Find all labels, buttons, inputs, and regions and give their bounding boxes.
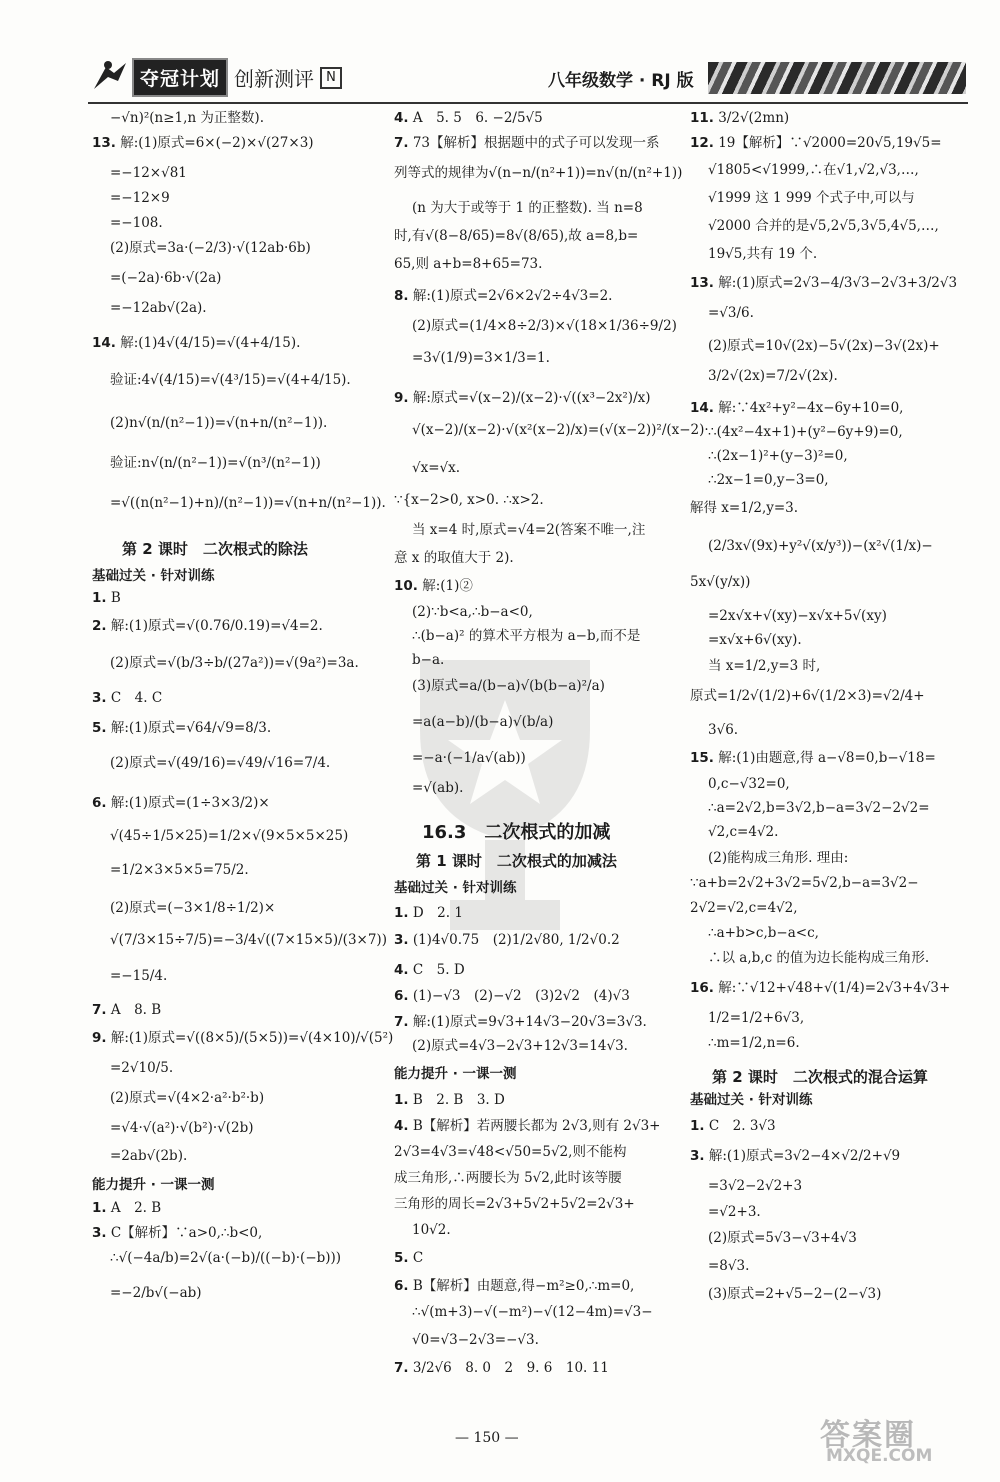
- logo-subtitle: 创新测评: [234, 67, 315, 91]
- answer-line: =2ab√(2b).: [110, 1148, 188, 1164]
- answer-line: b−a.: [412, 652, 445, 668]
- header-stripes: [708, 62, 966, 94]
- answer-line: =2x√x+√(xy)−x√x+5√(xy): [708, 608, 887, 624]
- answer-line: 9. 解:原式=√(x−2)/(x−2)·√((x³−2x²)/x): [394, 390, 651, 406]
- answer-line: 基础过关 · 针对训练: [92, 568, 215, 584]
- answer-line: ∴(4x²−4x+1)+(y²−6y+9)=0,: [708, 424, 903, 440]
- answer-line: =√4·√(a²)·√(b²)·√(2b): [110, 1120, 254, 1136]
- answer-line: 验证:n√(n/(n²−1))=√(n³/(n²−1)): [110, 455, 321, 471]
- answer-line: =3√2−2√2+3: [708, 1178, 803, 1194]
- answer-line: 第 1 课时 二次根式的加减法: [416, 852, 617, 870]
- answer-line: 14. 解:∵4x²+y²−4x−6y+10=0,: [690, 400, 904, 416]
- answer-line: √2000 合并的是√5,2√5,3√5,4√5,…,: [708, 218, 939, 234]
- answer-line: 能力提升 · 一课一测: [92, 1177, 215, 1193]
- answer-line: =a(a−b)/(b−a)√(b/a): [412, 714, 554, 730]
- answer-line: (2)原式=4√3−2√3+12√3=14√3.: [412, 1038, 628, 1054]
- answer-line: 65,则 a+b=8+65=73.: [394, 256, 543, 272]
- answer-line: 16. 解:∵√12+√48+√(1/4)=2√3+4√3+: [690, 980, 951, 996]
- answer-line: 3. C 4. C: [92, 690, 163, 706]
- answer-line: 5. C: [394, 1250, 424, 1266]
- answer-line: (2)n√(n/(n²−1))=√(n+n/(n²−1)).: [110, 415, 328, 431]
- answer-line: 1. D 2. 1: [394, 905, 463, 921]
- watermark-url: MXQE.COM: [826, 1446, 933, 1466]
- answer-line: √2,c=4√2.: [708, 824, 779, 840]
- answer-line: =√2+3.: [708, 1204, 761, 1220]
- answer-line: (2/3x√(9x)+y²√(x/y³))−(x²√(1/x)−: [708, 538, 933, 554]
- answer-line: 10√2.: [412, 1222, 451, 1238]
- watermark-logo: 答案圈: [820, 1418, 916, 1453]
- answer-line: √1999 这 1 999 个式子中,可以与: [708, 190, 915, 206]
- brand-logo: [88, 58, 342, 97]
- answer-line: √1805<√1999,∴在√1,√2,√3,…,: [708, 162, 919, 178]
- answer-line: (3)原式=2+√5−2−(2−√3): [708, 1286, 882, 1302]
- answer-line: √(45÷1/5×25)=1/2×√(9×5×5×25): [110, 828, 349, 844]
- answer-line: 6. B【解析】由题意,得−m²≥0,∴m=0,: [394, 1278, 635, 1294]
- answer-line: 1/2=1/2+6√3,: [708, 1010, 805, 1026]
- answer-line: 5x√(y/x)): [690, 574, 751, 590]
- answer-line: 6. (1)−√3 (2)−√2 (3)2√2 (4)√3: [394, 988, 630, 1004]
- answer-line: √(x−2)/(x−2)·√(x²(x−2)/x)=(√(x−2))²/(x−2)·: [412, 422, 709, 438]
- answer-line: 3. 解:(1)原式=3√2−4×√2/2+√9: [690, 1148, 901, 1164]
- answer-line: 6. 解:(1)原式=(1÷3×3/2)×: [92, 795, 270, 811]
- answer-line: (2)原式=√(b/3÷b/(27a²))=√(9a²)=3a.: [110, 655, 359, 671]
- header-rule: [88, 102, 968, 104]
- answer-line: (2)原式=(1/4×8÷2/3)×√(18×1/36÷9/2): [412, 318, 677, 334]
- answer-line: 2√3=4√3=√48<√50=5√2,则不能构: [394, 1144, 627, 1160]
- answer-line: ∴m=1/2,n=6.: [708, 1035, 800, 1051]
- answer-line: =−108.: [110, 215, 163, 231]
- answer-line: √0=√3−2√3=−√3.: [412, 1332, 539, 1348]
- answer-line: 8. 解:(1)原式=2√6×2√2÷4√3=2.: [394, 288, 613, 304]
- answer-line: 7. 解:(1)原式=9√3+14√3−20√3=3√3.: [394, 1014, 647, 1030]
- logo-badge: N: [320, 67, 342, 89]
- answer-line: =3√(1/9)=3×1/3=1.: [412, 350, 550, 366]
- answer-line: 基础过关 · 针对训练: [394, 880, 517, 896]
- answer-line: 当 x=1/2,y=3 时,: [708, 658, 821, 674]
- answer-line: 列等式的规律为√(n−n/(n²+1))=n√(n/(n²+1)): [394, 165, 683, 181]
- answer-line: ∵{x−2>0, x>0. ∴x>2.: [394, 492, 544, 508]
- answer-line: =−15/4.: [110, 968, 168, 984]
- answer-line: ∵a+b=2√2+3√2=5√2,b−a=3√2−: [690, 875, 919, 891]
- page-number: — 150 —: [455, 1430, 519, 1446]
- answer-line: =−12×√81: [110, 165, 187, 181]
- answer-line: 4. B【解析】若两腰长都为 2√3,则有 2√3+: [394, 1118, 661, 1134]
- answer-line: (2)原式=√(49/16)=√49/√16=7/4.: [110, 755, 331, 771]
- answer-line: 7. 73【解析】根据题中的式子可以发现一系: [394, 135, 660, 151]
- answer-line: 9. 解:(1)原式=√((8×5)/(5×5))=√(4×10)/√(5²): [92, 1030, 394, 1046]
- answer-line: 3. C【解析】∵a>0,∴b<0,: [92, 1225, 263, 1241]
- answer-line: ∴2x−1=0,y−3=0,: [708, 472, 829, 488]
- answer-line: 1. A 2. B: [92, 1200, 162, 1216]
- trophy-runner-icon: [88, 59, 132, 97]
- answer-line: 19√5,共有 19 个.: [708, 246, 818, 262]
- answer-line: ∴(2x−1)²+(y−3)²=0,: [708, 448, 848, 464]
- answer-line: 当 x=4 时,原式=√4=2(答案不唯一,注: [412, 522, 646, 538]
- answer-line: 三角形的周长=2√3+5√2+5√2=2√3+: [394, 1196, 635, 1212]
- answer-line: 15. 解:(1)由题意,得 a−√8=0,b−√18=: [690, 750, 936, 766]
- answer-line: 3. (1)4√0.75 (2)1/2√80, 1/2√0.2: [394, 932, 620, 948]
- answer-line: 2√2=√2,c=4√2,: [690, 900, 798, 916]
- answer-line: =−12ab√(2a).: [110, 300, 207, 316]
- answer-line: =1/2×3×5×5=75/2.: [110, 862, 249, 878]
- answer-line: (2)能构成三角形. 理由:: [708, 850, 849, 866]
- answer-line: =−a·(−1/a√(ab)): [412, 750, 526, 766]
- answer-line: 原式=1/2√(1/2)+6√(1/2×3)=√2/4+: [690, 688, 925, 704]
- answer-line: =√((n(n²−1)+n)/(n²−1))=√(n+n/(n²−1)).: [110, 495, 386, 511]
- answer-line: 7. A 8. B: [92, 1002, 162, 1018]
- answer-line: (3)原式=a/(b−a)√(b(b−a)²/a): [412, 678, 605, 694]
- answer-line: ∴a+b>c,b−a<c,: [708, 925, 819, 941]
- answer-line: ∴(b−a)² 的算术平方根为 a−b,而不是: [412, 628, 641, 644]
- answer-line: (2)原式=(−3×1/8÷1/2)×: [110, 900, 276, 916]
- answer-line: 3/2√(2x)=7/2√(2x).: [708, 368, 838, 384]
- answer-line: 基础过关 · 针对训练: [690, 1092, 813, 1108]
- answer-line: (2)原式=3a·(−2/3)·√(12ab·6b): [110, 240, 311, 256]
- answer-line: =8√3.: [708, 1258, 750, 1274]
- answer-line: 能力提升 · 一课一测: [394, 1066, 517, 1082]
- answer-line: 1. B 2. B 3. D: [394, 1092, 505, 1108]
- answer-line: (2)原式=√(4×2·a²·b²·b): [110, 1090, 265, 1106]
- answer-line: √x=√x.: [412, 460, 461, 476]
- answer-line: 13. 解:(1)原式=2√3−4/3√3−2√3+3/2√3: [690, 275, 958, 291]
- answer-line: 10. 解:(1)②: [394, 578, 473, 594]
- answer-line: (2)原式=5√3−√3+4√3: [708, 1230, 857, 1246]
- answer-line: 0,c−√32=0,: [708, 776, 790, 792]
- answer-line: =−12×9: [110, 190, 170, 206]
- logo-title: 夺冠计划: [132, 58, 228, 97]
- answer-line: (2)∵b<a,∴b−a<0,: [412, 604, 533, 620]
- answer-line: 7. 3/2√6 8. 0 2 9. 6 10. 11: [394, 1360, 609, 1376]
- answer-line: 13. 解:(1)原式=6×(−2)×√(27×3): [92, 135, 314, 151]
- answer-line: 5. 解:(1)原式=√64/√9=8/3.: [92, 720, 272, 736]
- answer-line: =x√x+6√(xy).: [708, 632, 802, 648]
- answer-line: =2√10/5.: [110, 1060, 174, 1076]
- answer-line: 3√6.: [708, 722, 739, 738]
- answer-line: −√n)²(n≥1,n 为正整数).: [110, 110, 264, 126]
- answer-line: 第 2 课时 二次根式的混合运算: [712, 1068, 928, 1086]
- answer-line: ∴√(−4a/b)=2√(a·(−b)/((−b)·(−b))): [110, 1250, 342, 1266]
- answer-line: 14. 解:(1)4√(4/15)=√(4+4/15).: [92, 335, 301, 351]
- answer-line: =(−2a)·6b·√(2a): [110, 270, 222, 286]
- answer-line: (n 为大于或等于 1 的正整数). 当 n=8: [412, 200, 643, 216]
- answer-line: 1. B: [92, 590, 121, 606]
- answer-line: ∴√(m+3)−√(−m²)−√(12−4m)=√3−: [412, 1304, 653, 1320]
- answer-line: 解得 x=1/2,y=3.: [690, 500, 799, 516]
- answer-line: 2. 解:(1)原式=√(0.76/0.19)=√4=2.: [92, 618, 323, 634]
- answer-line: 意 x 的取值大于 2).: [394, 550, 514, 566]
- answer-line: 1. C 2. 3√3: [690, 1118, 776, 1134]
- answer-line: 4. A 5. 5 6. −2/5√5: [394, 110, 543, 126]
- answer-line: 16.3 二次根式的加减: [422, 822, 611, 843]
- answer-line: 12. 19【解析】∵√2000=20√5,19√5=: [690, 135, 942, 151]
- answer-line: =√(ab).: [412, 780, 464, 796]
- answer-line: 成三角形,∴两腰长为 5√2,此时该等腰: [394, 1170, 622, 1186]
- answer-line: (2)原式=10√(2x)−5√(2x)−3√(2x)+: [708, 338, 940, 354]
- answer-line: =√3/6.: [708, 305, 754, 321]
- answer-line: 11. 3/2√(2mn): [690, 110, 790, 126]
- answer-line: 4. C 5. D: [394, 962, 465, 978]
- answer-line: 第 2 课时 二次根式的除法: [122, 540, 308, 558]
- answer-line: 时,有√(8−8/65)=8√(8/65),故 a=8,b=: [394, 228, 639, 244]
- answer-line: =−2/b√(−ab): [110, 1285, 202, 1301]
- page-header: [88, 56, 968, 102]
- grade-label: 八年级数学 · RJ 版: [548, 71, 694, 91]
- answer-line: ∴以 a,b,c 的值为边长能构成三角形.: [708, 950, 930, 966]
- answer-line: 验证:4√(4/15)=√(4³/15)=√(4+4/15).: [110, 372, 351, 388]
- answer-line: ∴a=2√2,b=3√2,b−a=3√2−2√2=: [708, 800, 930, 816]
- answer-line: √(7/3×15÷7/5)=−3/4√((7×15×5)/(3×7)): [110, 932, 387, 948]
